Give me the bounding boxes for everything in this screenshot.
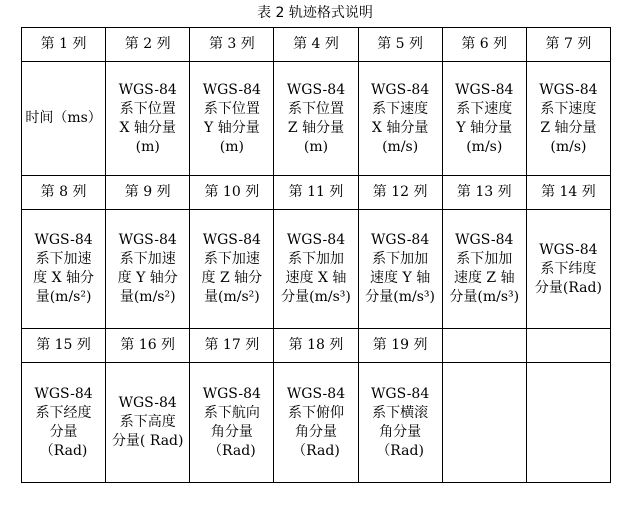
column-header-cell: 第 14 列 xyxy=(526,176,610,210)
column-description-cell: WGS-84 系下横滚 角分量 （Rad) xyxy=(358,363,442,483)
column-header-cell: 第 11 列 xyxy=(274,176,358,210)
column-header-row xyxy=(22,329,611,363)
column-description-cell: WGS-84 系下速度 Y 轴分量 (m/s) xyxy=(442,62,526,176)
column-description-cell: WGS-84 系下航向 角分量 （Rad) xyxy=(190,363,274,483)
column-description-row xyxy=(22,210,611,329)
column-description-cell: WGS-84 系下位置 Z 轴分量 (m) xyxy=(274,62,358,176)
column-description-cell: WGS-84 系下高度 分量( Rad) xyxy=(106,363,190,483)
column-description-cell: WGS-84 系下加速 度 Z 轴分 量(m/s²) xyxy=(190,210,274,329)
column-header-cell: 第 8 列 xyxy=(22,176,106,210)
column-header-row xyxy=(22,176,611,210)
column-description-cell: WGS-84 系下加速 度 Y 轴分 量(m/s²) xyxy=(106,210,190,329)
column-header-cell: 第 4 列 xyxy=(274,28,358,62)
column-description-cell: WGS-84 系下速度 X 轴分量 (m/s) xyxy=(358,62,442,176)
column-description-cell: WGS-84 系下速度 Z 轴分量 (m/s) xyxy=(526,62,610,176)
column-description-cell: WGS-84 系下俯仰 角分量 （Rad) xyxy=(274,363,358,483)
column-description-cell: WGS-84 系下纬度 分量(Rad) xyxy=(526,210,610,329)
column-description-cell: WGS-84 系下经度 分量 （Rad) xyxy=(22,363,106,483)
column-header-row xyxy=(22,28,611,62)
column-description-cell: WGS-84 系下加速 度 X 轴分 量(m/s²) xyxy=(22,210,106,329)
column-header-cell: 第 9 列 xyxy=(106,176,190,210)
column-header-cell: 第 7 列 xyxy=(526,28,610,62)
column-header-cell: 第 1 列 xyxy=(22,28,106,62)
column-header-cell: 第 12 列 xyxy=(358,176,442,210)
column-header-cell: 第 16 列 xyxy=(106,329,190,363)
empty-cell xyxy=(442,329,526,363)
empty-cell xyxy=(442,363,526,483)
column-header-cell: 第 3 列 xyxy=(190,28,274,62)
column-description-cell: WGS-84 系下加加 速度 Z 轴 分量(m/s³) xyxy=(442,210,526,329)
column-header-cell: 第 19 列 xyxy=(358,329,442,363)
column-description-cell: WGS-84 系下位置 X 轴分量 (m) xyxy=(106,62,190,176)
column-header-cell: 第 2 列 xyxy=(106,28,190,62)
column-description-cell: WGS-84 系下位置 Y 轴分量 (m) xyxy=(190,62,274,176)
empty-cell xyxy=(526,363,610,483)
column-description-cell: WGS-84 系下加加 速度 X 轴 分量(m/s³) xyxy=(274,210,358,329)
trajectory-format-table xyxy=(21,27,611,483)
column-description-row xyxy=(22,363,611,483)
column-header-cell: 第 18 列 xyxy=(274,329,358,363)
column-description-cell: 时间（ms） xyxy=(22,62,106,176)
column-description-row xyxy=(22,62,611,176)
empty-cell xyxy=(526,329,610,363)
column-header-cell: 第 15 列 xyxy=(22,329,106,363)
column-header-cell: 第 6 列 xyxy=(442,28,526,62)
column-header-cell: 第 10 列 xyxy=(190,176,274,210)
column-header-cell: 第 13 列 xyxy=(442,176,526,210)
column-description-cell: WGS-84 系下加加 速度 Y 轴 分量(m/s³) xyxy=(358,210,442,329)
table-caption: 表 2 轨迹格式说明 xyxy=(257,5,373,21)
column-header-cell: 第 17 列 xyxy=(190,329,274,363)
column-header-cell: 第 5 列 xyxy=(358,28,442,62)
